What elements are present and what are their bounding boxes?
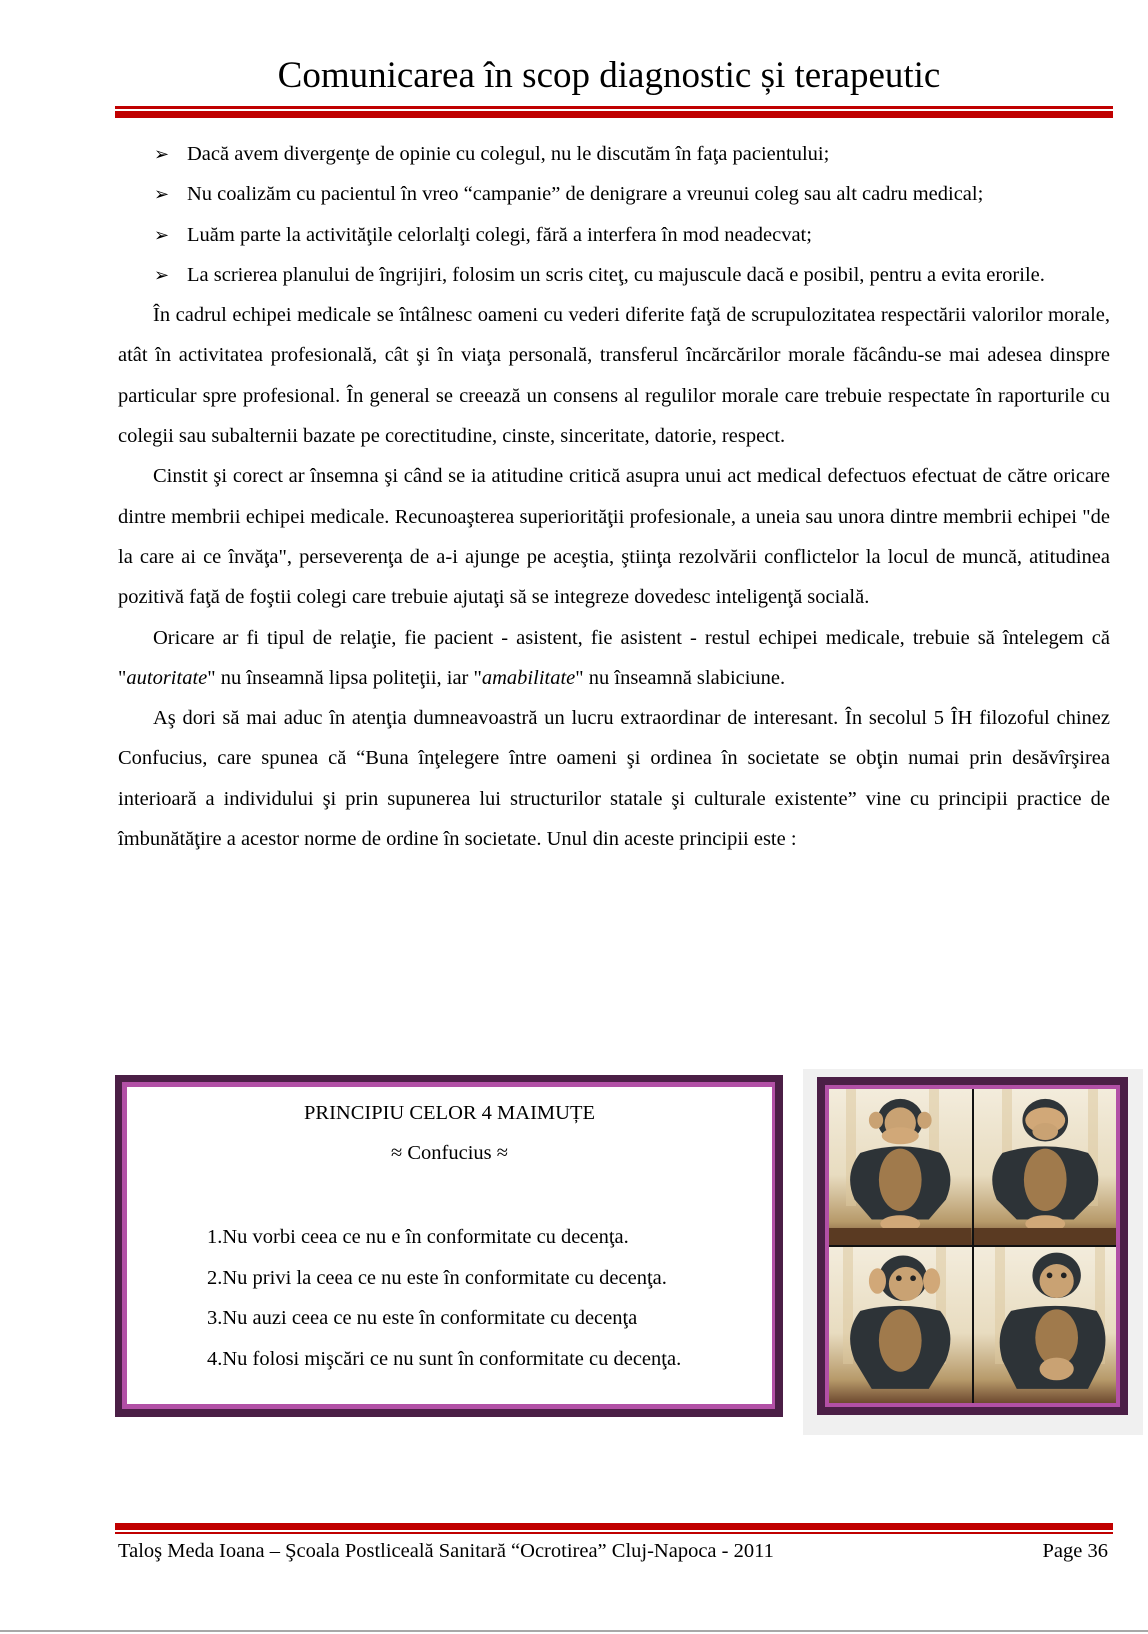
footer-rule <box>115 1523 1113 1534</box>
footer-page-number: Page 36 <box>1042 1540 1108 1562</box>
italic-term-amabilitate: amabilitate <box>481 666 576 689</box>
page-bottom-edge <box>0 1630 1148 1632</box>
principle-author: ≈ Confucius ≈ <box>390 1142 509 1164</box>
principle-text-box <box>115 1075 783 1417</box>
principle-box-inner <box>122 1082 775 1409</box>
principle-list <box>207 1217 681 1379</box>
monkey-icon <box>829 1089 972 1245</box>
header-rule <box>115 106 1113 118</box>
bullet-item: ➢ Luăm parte la activităţile celorlalţi colegi, fără a interfera în mod neadecvat; <box>118 215 1110 255</box>
arrow-bullet-icon: ➢ <box>154 144 170 164</box>
monkeys-photo-container <box>803 1069 1143 1435</box>
monkey-icon <box>974 1247 1117 1403</box>
monkey-icon <box>974 1089 1117 1245</box>
document-body <box>118 134 1110 859</box>
arrow-bullet-icon: ➢ <box>154 224 170 245</box>
footer-author: Taloş Meda Ioana – Şcoala Postliceală Sanitară “Ocrotirea” Cluj-Napoca - 2011 <box>118 1540 774 1562</box>
paragraph-authority: Oricare ar fi tipul de relaţie, fie pacient - asistent, fie asistent - restul echipei medicale, trebuie să întelegem că "autoritate" nu înseamnă lipsa politeţii, iar "amabilitate" nu înseamnă slabiciune. <box>118 626 1110 689</box>
bullet-item: ➢ La scrierea planului de îngrijiri, folosim un scris citeţ, cu majuscule dacă e posibil, pentru a evita erorile. <box>118 255 1110 295</box>
principle-item: 2.Nu privi la ceea ce nu este în conformitate cu decenţa. <box>207 1266 667 1289</box>
do-no-evil-monkey-image <box>974 1247 1117 1403</box>
principle-item: 4.Nu folosi mişcări ce nu sunt în conformitate cu decenţa. <box>207 1347 682 1370</box>
principle-item: 1.Nu vorbi ceea ce nu e în conformitate cu decenţa. <box>207 1226 629 1248</box>
hear-no-evil-monkey-image <box>829 1247 972 1403</box>
bullet-item: ➢ Nu coalizăm cu pacientul în vreo “campanie” de denigrare a vreunui coleg sau alt cadru medical; <box>118 174 1110 214</box>
bullet-list <box>118 134 1110 295</box>
principle-title: PRINCIPIU CELOR 4 MAIMUȚE <box>304 1102 595 1124</box>
principle-item: 3.Nu auzi ceea ce nu este în conformitate cu decenţa <box>207 1307 638 1329</box>
italic-term-autoritate: autoritate <box>126 666 208 689</box>
bullet-item: ➢ Dacă avem divergenţe de opinie cu colegul, nu le discutăm în faţa pacientului; <box>118 134 1110 174</box>
paragraph-honesty: Cinstit şi corect ar însemna şi când se ia atitudine critică asupra unui act medical defectuos efectuat de către oricare dintre membrii echipei medicale. Recunoaşterea superiorităţii profesionale, a uneia sau unora dintre membrii echipei "de la care ai ce învăţa", perseverenţa de a-i ajunge pe aceştia, ştiinţa rezolvării conflictelor la locul de muncă, atitudinea pozitivă faţă de foştii colegi care trebuie ajutaţi să se integreze dovedesc inteligenţă socială. <box>118 465 1110 609</box>
arrow-bullet-icon: ➢ <box>154 264 170 285</box>
monkeys-photo-frame <box>817 1077 1128 1415</box>
monkeys-photo <box>825 1085 1120 1407</box>
paragraph-team-values: În cadrul echipei medicale se întâlnesc oameni cu vederi diferite faţă de scrupulozitatea respectării valorilor morale, atât în activitatea profesională, cât şi în viaţa personală, transferul încărcărilor morale făcându-se mai adesea dinspre particular spre profesional. În general se creează un consens al regulilor morale care trebuie respectate în raporturile cu colegii sau subalternii bazate pe corectitudine, cinste, sinceritate, datorie, respect. <box>118 304 1110 448</box>
page-header-title: Comunicarea în scop diagnostic și terapeutic <box>277 55 941 96</box>
speak-no-evil-monkey-image <box>829 1089 972 1245</box>
see-no-evil-monkey-image <box>974 1089 1117 1245</box>
paragraph-confucius: Aş dori să mai aduc în atenţia dumneavoastră un lucru extraordinar de interesant. În secolul 5 ÎH filozoful chinez Confucius, care spunea că “Buna înţelegere între oameni şi ordinea în societate se obţin numai prin desăvîrşirea interioară a individului şi prin supunerea lui structurilor statale şi culturale existente” vine cu principii practice de îmbunătăţire a acestor norme de ordine în societate. Unul din aceste principii este : <box>118 707 1110 851</box>
monkey-icon <box>829 1247 972 1403</box>
arrow-bullet-icon: ➢ <box>154 184 170 205</box>
